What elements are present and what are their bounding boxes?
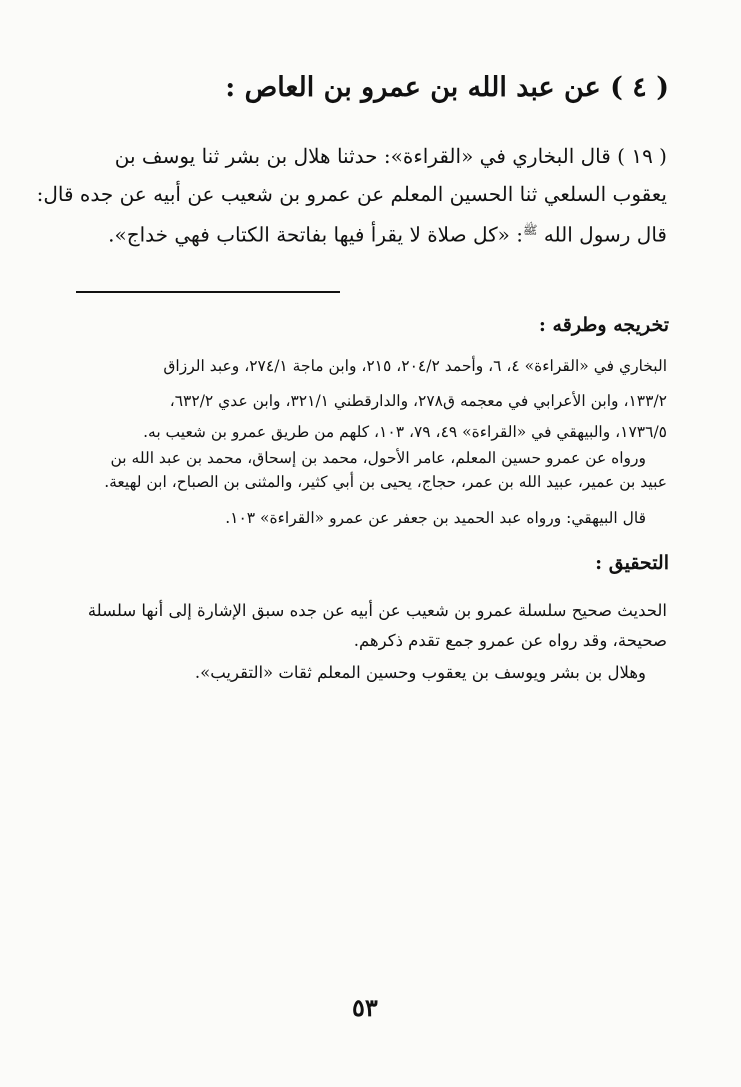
salutation-mark: ﷺ [522, 223, 538, 237]
takhrij-line-6: قال البيهقي: ورواه عبد الحميد بن جعفر عن عمرو «القراءة» ١٠٣. [225, 509, 646, 527]
takhrij-line-4: ورواه عن عمرو حسين المعلم، عامر الأحول، محمد بن إسحاق، محمد بن عبد الله بن [110, 449, 646, 467]
hadith-line-3 [73, 212, 667, 253]
hadith-line-3-end: : «كل صلاة لا يقرأ فيها بفاتحة الكتاب فهي خداج». [108, 222, 523, 247]
takhrij-line-1: البخاري في «القراءة» ٤، ٦، وأحمد ٢٠٤/٢، ٢١٥، وابن ماجة ٢٧٤/١، وعبد الرزاق [163, 357, 667, 375]
tahqiq-line-1: الحديث صحيح سلسلة عمرو بن شعيب عن أبيه عن جده سبق الإشارة إلى أنها سلسلة [87, 601, 667, 620]
hadith-line-3-start: قال رسول الله [543, 222, 667, 247]
takhrij-line-3: ١٧٣٦/٥، والبيهقي في «القراءة» ٤٩، ٧٩، ١٠٣، كلهم من طريق عمرو بن شعيب به. [143, 423, 667, 441]
tahqiq-line-2: صحيحة، وقد رواه عن عمرو جمع تقدم ذكرهم. [353, 631, 667, 650]
tahqiq-line-3: وهلال بن بشر ويوسف بن يعقوب وحسين المعلم ثقات «التقريب». [194, 663, 646, 682]
takhrij-title: تخريجه وطرقه : [538, 314, 669, 336]
takhrij-line-5: عبيد بن عمير، عبيد الله بن عمر، حجاج، يحيى بن أبي كثير، والمثنى بن الصباح، ابن لهيعة. [104, 473, 667, 491]
footnote-separator [76, 291, 340, 293]
page-number: ٥٣ [352, 993, 378, 1022]
hadith-line-1: ( ١٩ ) قال البخاري في «القراءة»: حدثنا هلال بن بشر ثنا يوسف بن [114, 144, 667, 168]
takhrij-line-2: ١٣٣/٢، وابن الأعرابي في معجمه ق٢٧٨، والدارقطني ٣٢١/١، وابن عدي ٦٣٢/٢، [169, 392, 667, 410]
tahqiq-title: التحقيق : [595, 552, 669, 574]
chapter-heading: ( ٤ ) عن عبد الله بن عمرو بن العاص : [225, 72, 669, 103]
hadith-line-2: يعقوب السلعي ثنا الحسين المعلم عن عمرو بن شعيب عن أبيه عن جده قال: [36, 182, 667, 206]
